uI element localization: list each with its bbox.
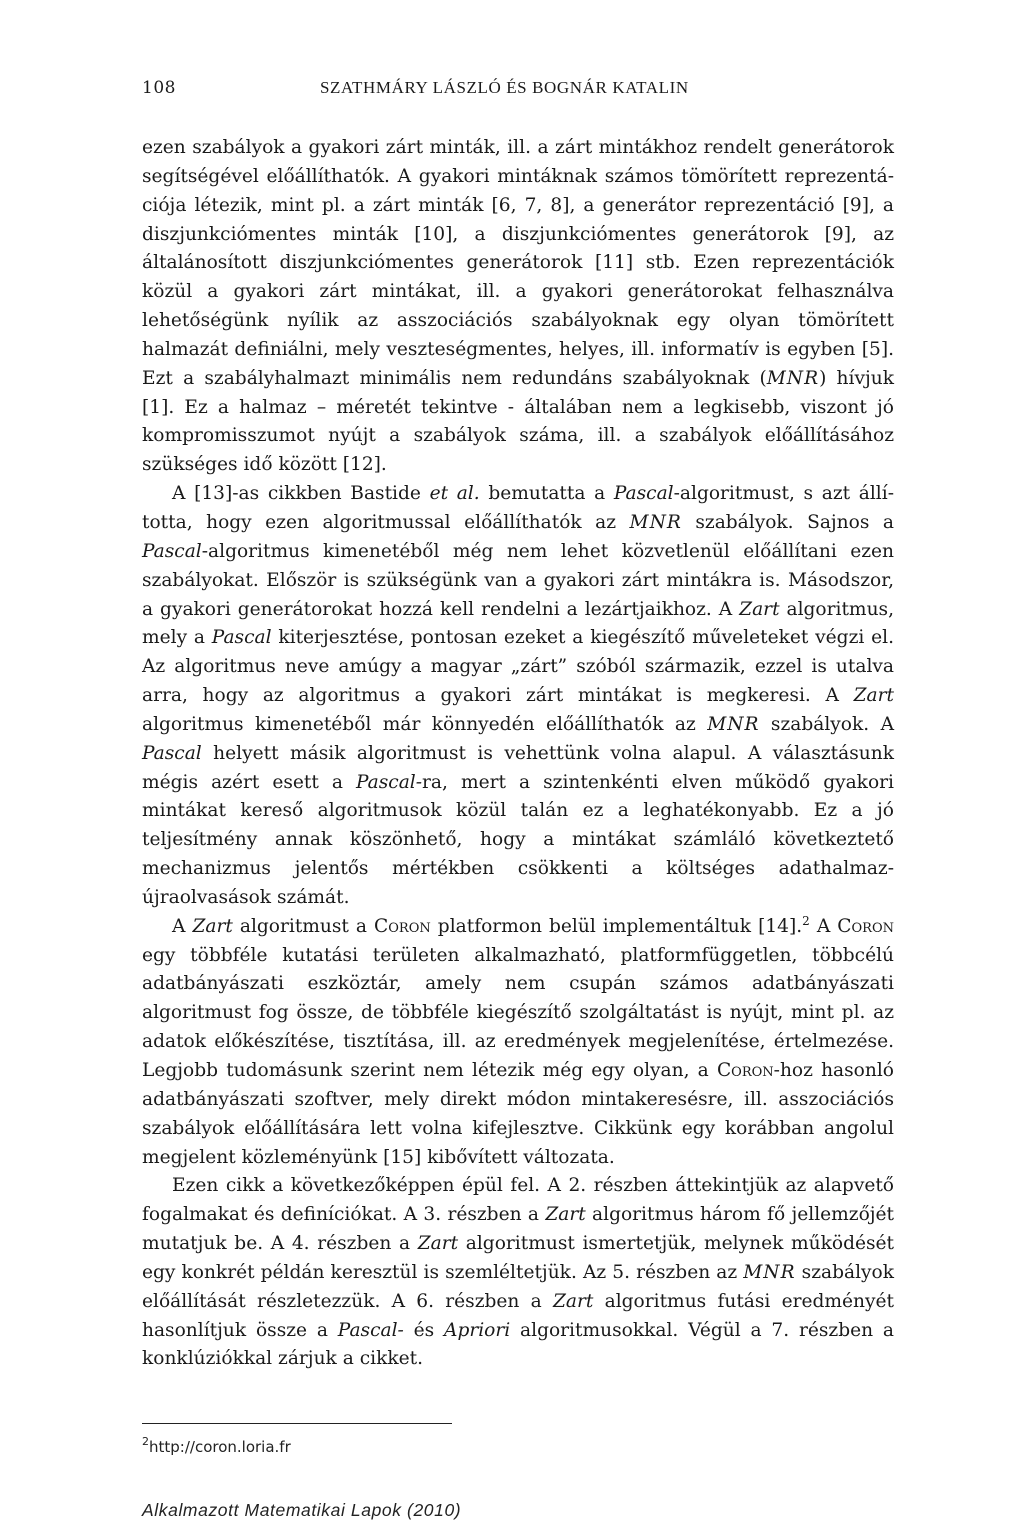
text-run: algoritmus futási eredményét hasonlítjuk össze a xyxy=(142,1290,894,1341)
text-run: platformon belül implementáltuk [14]. xyxy=(430,915,803,937)
italic-term: Zart xyxy=(192,915,233,937)
text-run: szabályok. Sajnos a xyxy=(681,511,894,533)
page-number: 108 xyxy=(142,78,176,98)
paragraph-1 xyxy=(142,134,894,480)
text-run: ezen szabályok a gyakori zárt minták, ill. a zárt mintákhoz rendelt generátorok segítségével előállíthatók. A gyakori mintáknak számos tömörített reprezentációja létezik, mint pl. a zárt minták [6, 7, 8], a generátor reprezentáció [9], a diszjunkciómentes minták [10], a diszjunkciómentes generátorok [9], az általánosított diszjunkciómentes generátorok [11] stb. Ezen reprezentációk közül a gyakori zárt mintákat, ill. a gyakori generátorokat felhasználva lehetőségünk nyílik az asszociációs szabályoknak egy olyan tömörített halmazát definiálni, mely veszteségmentes, helyes, ill. informatív is egyben [5]. Ezt a szabályhalmazt minimális nem redundáns szabályoknak ( xyxy=(142,137,894,389)
paragraph-3 xyxy=(142,913,894,1173)
text-run: bemutatta a xyxy=(479,483,614,505)
text-run: -algoritmust, s azt állította, hogy ezen algoritmussal előállíthatók az xyxy=(142,483,894,533)
italic-term: Zart xyxy=(417,1233,459,1255)
text-run: algoritmus három fő jellemzőjét mutatjuk be. A 4. részben a xyxy=(142,1204,895,1255)
running-head: SZATHMÁRY LÁSZLÓ ÉS BOGNÁR KATALIN xyxy=(320,78,689,97)
italic-term: Pascal- xyxy=(356,771,423,793)
text-run: algoritmusokkal. Végül a 7. részben a konklúziókkal zárjuk a cikket. xyxy=(142,1319,894,1370)
text-run: algoritmus, mely a xyxy=(142,598,894,649)
italic-term: Zart xyxy=(853,685,894,707)
text-run: -algoritmus kimenetéből még nem lehet közvetlenül előállítani ezen szabályokat. Először is szükségünk van a gyakori zárt mintákra is. Másodszor, a gyakori generátorokat hozzá kell rendelni a lezártjaikhoz. A xyxy=(142,540,894,620)
text-run: algoritmust a xyxy=(232,915,375,937)
italic-term: Zart xyxy=(553,1290,594,1312)
paragraph-2 xyxy=(142,480,894,913)
paragraph-4 xyxy=(142,1172,894,1374)
italic-term: et al. xyxy=(429,483,480,505)
math-symbol-mnr: MNR xyxy=(629,511,682,533)
text-run: egy többféle kutatási területen alkalmazható, platformfüggetlen, többcélú adatbányászati eszköztár, amely nem csupán számos adatbányászati algoritmust fog össze, de többféle kiegészítő szolgáltatást is nyújt, mint pl. az adatok előkészítése, tisztítása, ill. az eredmények megjelenítése, értelmezése. Legjobb tudomásunk szerint nem létezik még egy olyan, a xyxy=(142,944,894,1081)
text-run: szabályok. A xyxy=(759,713,894,735)
footnote-divider xyxy=(142,1423,452,1424)
small-caps-term: Coron xyxy=(374,915,431,937)
italic-term: Pascal xyxy=(142,540,202,562)
italic-term: Pascal xyxy=(613,483,674,505)
text-run: és xyxy=(403,1319,445,1341)
text-run: Ezen cikk a következőképpen épül fel. A 2. részben áttekintjük az alapvető fogalmakat és definíciókat. A 3. részben a xyxy=(142,1175,894,1226)
italic-term: Zart xyxy=(739,598,780,620)
footnote-url-link[interactable]: http://coron.loria.fr xyxy=(149,1438,291,1456)
journal-page xyxy=(142,72,895,1520)
text-run: algoritmust ismertetjük, melynek működését egy konkrét példán keresztül is szemléltetjük. Az 5. részben az xyxy=(142,1233,894,1283)
journal-footer: Alkalmazott Matematikai Lapok (2010) xyxy=(142,1500,462,1520)
math-symbol-mnr: MNR xyxy=(743,1261,796,1283)
math-symbol-mnr: MNR xyxy=(766,367,820,389)
text-run: helyett másik algoritmust is vehettünk volna alapul. A választásunk mégis azért esett a xyxy=(142,742,894,793)
text-run: ra, mert a szintenkénti elven működő gyakori mintákat kereső algoritmusok közül talán ez a leghatékonyabb. Ez a jó teljesítmény annak köszönhető, hogy a mintákat számláló következtető mechanizmus jelentős mértékben csökkenti a költséges adathalmaz-újraolvasások számát. xyxy=(142,771,894,908)
italic-term: Pascal xyxy=(142,742,202,764)
text-run: kiterjesztése, pontosan ezeket a kiegészítő műveleteket végzi el. Az algoritmus neve amúgy a magyar „zárt” szóból származik, ezzel is utalva arra, hogy az algoritmus a gyakori zárt mintákat is megkeresi. A xyxy=(142,627,894,707)
italic-term: Zart xyxy=(545,1204,586,1226)
italic-term: Pascal xyxy=(211,627,272,649)
footnote xyxy=(142,1436,291,1456)
text-run: algoritmus kimenetéből már könnyedén előállíthatók az xyxy=(142,713,708,735)
small-caps-term: Coron xyxy=(716,1060,774,1081)
text-run: A xyxy=(172,915,193,937)
article-body xyxy=(142,134,894,1374)
footnote-mark: 2 xyxy=(142,1435,149,1448)
italic-term: Apriori xyxy=(444,1319,511,1341)
text-run: -hoz hasonló adatbányászati szoftver, mely direkt módon mintakeresésre, ill. asszociációs szabályok előállítására lett volna kifejlesztve. Cikkünk egy korábban angolul megjelent közleményünk [15] kibővített változata. xyxy=(142,1060,894,1168)
page-header xyxy=(142,72,894,108)
text-run: szabályok előállítását részletezzük. A 6. részben a xyxy=(142,1261,894,1312)
footnote-reference[interactable]: 2 xyxy=(802,913,810,928)
small-caps-term: Coron xyxy=(837,915,894,937)
italic-term: Pascal- xyxy=(337,1319,404,1341)
text-run: ) hívjuk [1]. Ez a halmaz – méretét tekintve - általában nem a legkisebb, viszont jó kompromisszumot nyújt a szabályok száma, ill. a szabályok előállításához szükséges idő között [12]. xyxy=(142,367,894,476)
math-symbol-mnr: MNR xyxy=(707,713,760,735)
text-run: A xyxy=(809,915,838,937)
text-run: A [13]-as cikkben Bastide xyxy=(172,483,430,505)
